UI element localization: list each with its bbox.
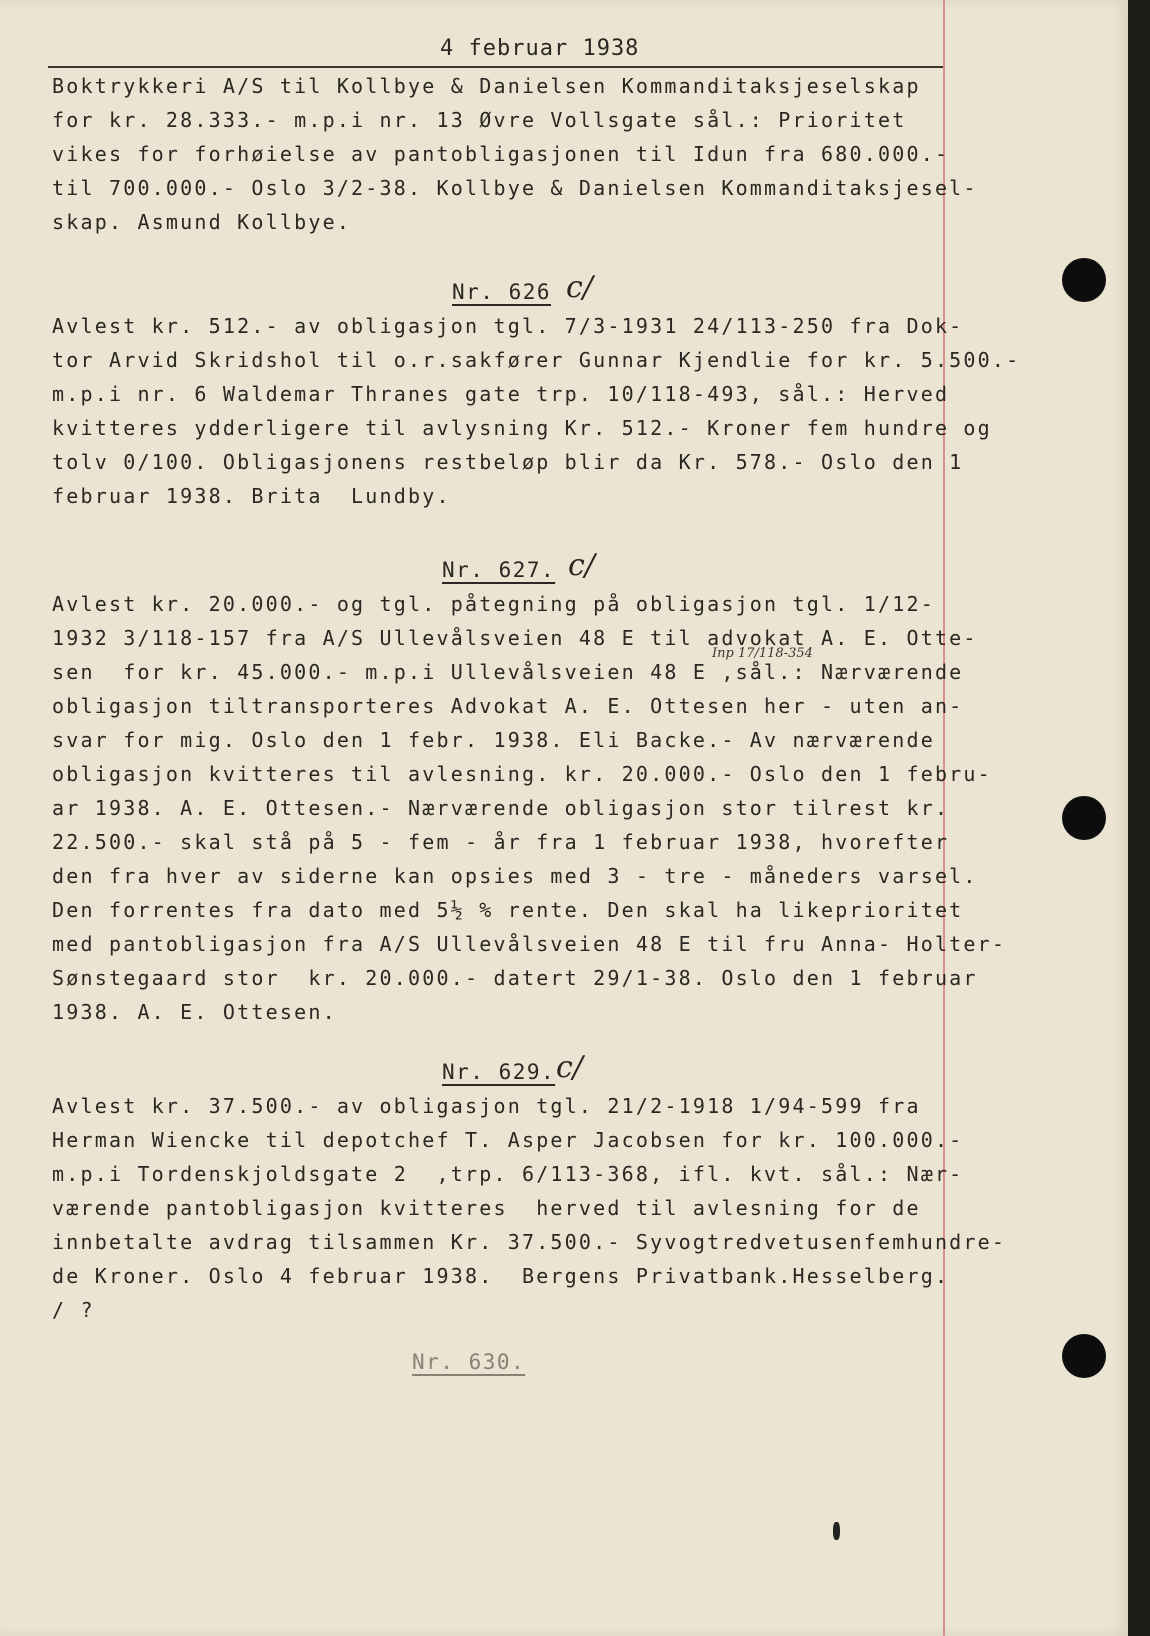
handwritten-checkmark: c/	[566, 270, 593, 305]
text-line: ar 1938. A. E. Ottesen.- Nærværende obligasjon stor tilrest kr.	[52, 796, 950, 820]
text-line: Avlest kr. 512.- av obligasjon tgl. 7/3-1931 24/113-250 fra Dok-	[52, 314, 964, 338]
handwritten-annotation: Inp 17/118-354	[712, 646, 813, 661]
text-line: m.p.i nr. 6 Waldemar Thranes gate trp. 10/118-493, sål.: Herved	[52, 382, 950, 406]
text-line: den fra hver av siderne kan opsies med 3 - tre - måneders varsel.	[52, 864, 978, 888]
text-line: 1932 3/118-157 fra A/S Ullevålsveien 48 E til advokat A. E. Otte-	[52, 626, 978, 650]
text-line: Avlest kr. 20.000.- og tgl. påtegning på obligasjon tgl. 1/12-	[52, 592, 935, 616]
header-rule	[48, 66, 943, 68]
text-line: m.p.i Tordenskjoldsgate 2 ,trp. 6/113-368, ifl. kvt. sål.: Nær-	[52, 1162, 964, 1186]
text-line: februar 1938. Brita Lundby.	[52, 484, 451, 508]
text-line: Herman Wiencke til depotchef T. Asper Jacobsen for kr. 100.000.-	[52, 1128, 964, 1152]
text-line: innbetalte avdrag tilsammen Kr. 37.500.- Syvogtredvetusenfemhundre-	[52, 1230, 1007, 1254]
text-line: for kr. 28.333.- m.p.i nr. 13 Øvre Vollsgate sål.: Prioritet	[52, 108, 907, 132]
handwritten-checkmark: c/	[556, 1050, 583, 1085]
text-line: 1938. A. E. Ottesen.	[52, 1000, 337, 1024]
punch-hole	[1062, 1334, 1106, 1378]
text-line: Avlest kr. 37.500.- av obligasjon tgl. 21/2-1918 1/94-599 fra	[52, 1094, 921, 1118]
text-line: med pantobligasjon fra A/S Ullevålsveien 48 E til fru Anna- Holter-	[52, 932, 1007, 956]
text-line: vikes for forhøielse av pantobligasjonen til Idun fra 680.000.-	[52, 142, 950, 166]
punch-hole	[1062, 258, 1106, 302]
text-line: skap. Asmund Kollbye.	[52, 210, 352, 234]
text-line: sen for kr. 45.000.- m.p.i Ullevålsveien 48 E ,sål.: Nærværende	[52, 660, 964, 684]
entry-number: Nr. 627.	[442, 558, 556, 582]
ink-blot	[833, 1522, 840, 1540]
text-line: tolv 0/100. Obligasjonens restbeløp blir da Kr. 578.- Oslo den 1	[52, 450, 964, 474]
text-line: tor Arvid Skridshol til o.r.sakfører Gunnar Kjendlie for kr. 5.500.-	[52, 348, 1021, 372]
entry-number: Nr. 630.	[412, 1350, 526, 1374]
page-date: 4 februar 1938	[440, 36, 640, 61]
text-line: 22.500.- skal stå på 5 - fem - år fra 1 februar 1938, hvorefter	[52, 830, 950, 854]
text-line: til 700.000.- Oslo 3/2-38. Kollbye & Danielsen Kommanditaksjesel-	[52, 176, 978, 200]
text-line: værende pantobligasjon kvitteres herved til avlesning for de	[52, 1196, 921, 1220]
text-line: Den forrentes fra dato med 5½ % rente. Den skal ha likeprioritet	[52, 898, 964, 922]
handwritten-checkmark: c/	[568, 548, 595, 583]
text-line: svar for mig. Oslo den 1 febr. 1938. Eli Backe.- Av nærværende	[52, 728, 935, 752]
text-line: kvitteres ydderligere til avlysning Kr. 512.- Kroner fem hundre og	[52, 416, 992, 440]
text-line: obligasjon tiltransporteres Advokat A. E. Ottesen her - uten an-	[52, 694, 964, 718]
text-line: / ?	[52, 1298, 95, 1322]
text-line: de Kroner. Oslo 4 februar 1938. Bergens Privatbank.Hesselberg.	[52, 1264, 950, 1288]
text-line: obligasjon kvitteres til avlesning. kr. 20.000.- Oslo den 1 febru-	[52, 762, 992, 786]
entry-number: Nr. 626	[452, 280, 552, 304]
entry-number: Nr. 629.	[442, 1060, 556, 1084]
punch-hole	[1062, 796, 1106, 840]
text-line: Sønstegaard stor kr. 20.000.- datert 29/1-38. Oslo den 1 februar	[52, 966, 978, 990]
text-line: Boktrykkeri A/S til Kollbye & Danielsen Kommanditaksjeselskap	[52, 74, 921, 98]
